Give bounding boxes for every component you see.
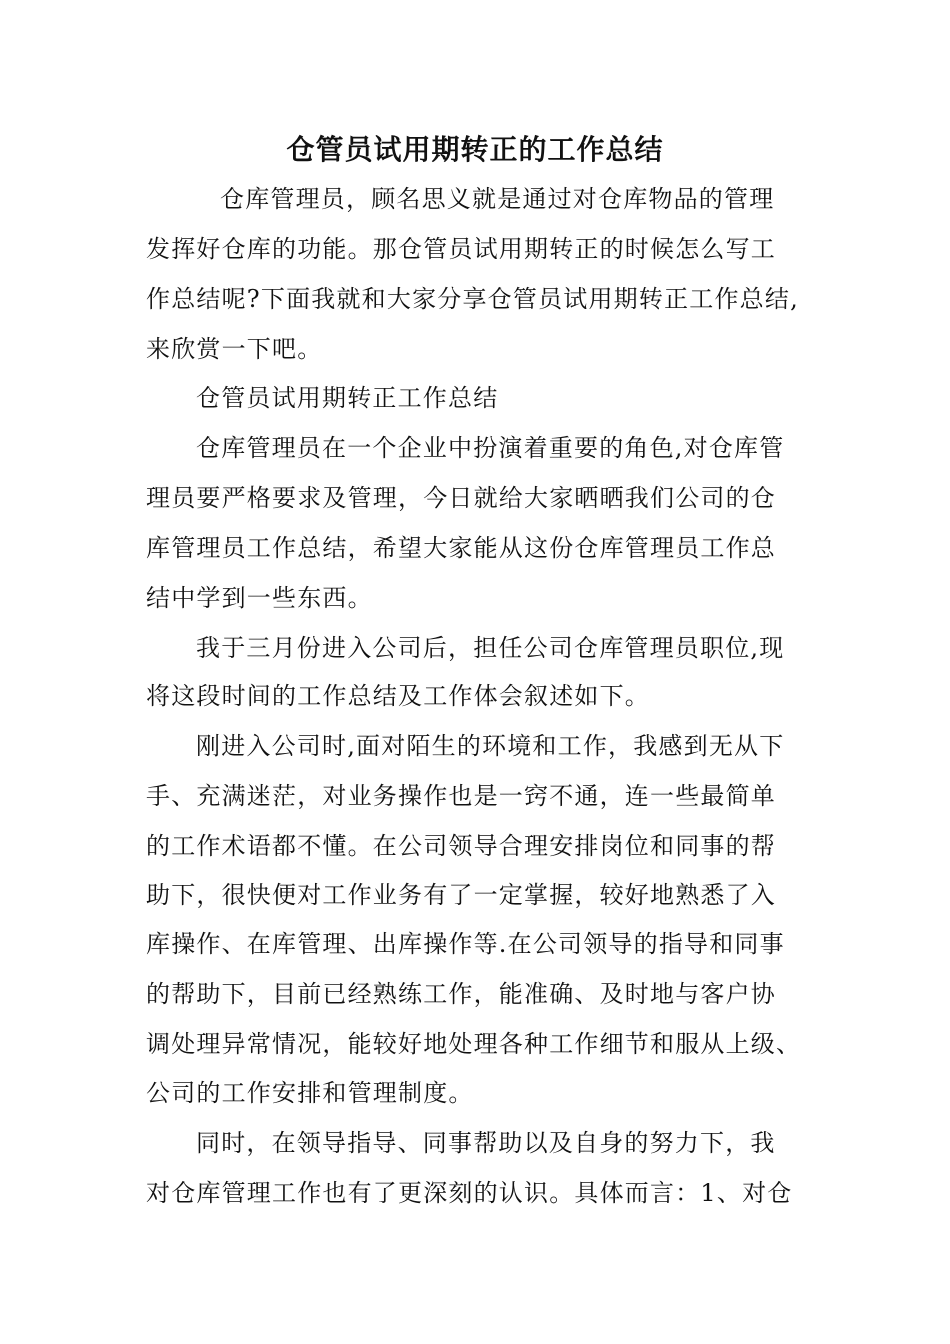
paragraph-line: 作总结呢?下面我就和大家分享仓管员试用期转正工作总结,	[146, 285, 799, 313]
document-title: 仓管员试用期转正的工作总结	[286, 133, 664, 166]
paragraph-line: 库管理员工作总结，希望大家能从这份仓库管理员工作总	[146, 534, 776, 562]
paragraph-line: 对仓库管理工作也有了更深刻的认识。具体而言：1、对仓	[146, 1179, 793, 1207]
paragraph-line: 库操作、在库管理、出库操作等.在公司领导的指导和同事	[146, 930, 785, 958]
paragraph-line: 公司的工作安排和管理制度。	[146, 1079, 474, 1107]
paragraph-line: 我于三月份进入公司后，担任公司仓库管理员职位,现	[196, 634, 785, 662]
paragraph-line: 助下，很快便对工作业务有了一定掌握，较好地熟悉了入	[146, 881, 776, 909]
paragraph-line: 将这段时间的工作总结及工作体会叙述如下。	[146, 682, 650, 710]
paragraph-line: 手、充满迷茫，对业务操作也是一窍不通，连一些最简单	[146, 782, 776, 810]
paragraph-line: 仓库管理员，顾名思义就是通过对仓库物品的管理	[220, 185, 775, 213]
paragraph-line: 理员要严格要求及管理，今日就给大家晒晒我们公司的仓	[146, 484, 776, 512]
paragraph-line: 的工作术语都不懂。在公司领导合理安排岗位和同事的帮	[146, 832, 776, 860]
paragraph-line: 刚进入公司时,面对陌生的环境和工作，我感到无从下	[196, 732, 785, 760]
paragraph-line: 同时，在领导指导、同事帮助以及自身的努力下，我	[196, 1129, 776, 1157]
paragraph-line: 调处理异常情况，能较好地处理各种工作细节和服从上级、	[146, 1030, 802, 1058]
paragraph-line: 的帮助下，目前已经熟练工作，能准确、及时地与客户协	[146, 980, 776, 1008]
paragraph-line: 来欣赏一下吧。	[146, 335, 323, 363]
paragraph-line: 发挥好仓库的功能。那仓管员试用期转正的时候怎么写工	[146, 235, 776, 263]
paragraph-line: 仓库管理员在一个企业中扮演着重要的角色,对仓库管	[196, 434, 785, 462]
paragraph-line: 结中学到一些东西。	[146, 584, 373, 612]
section-heading: 仓管员试用期转正工作总结	[196, 384, 499, 412]
